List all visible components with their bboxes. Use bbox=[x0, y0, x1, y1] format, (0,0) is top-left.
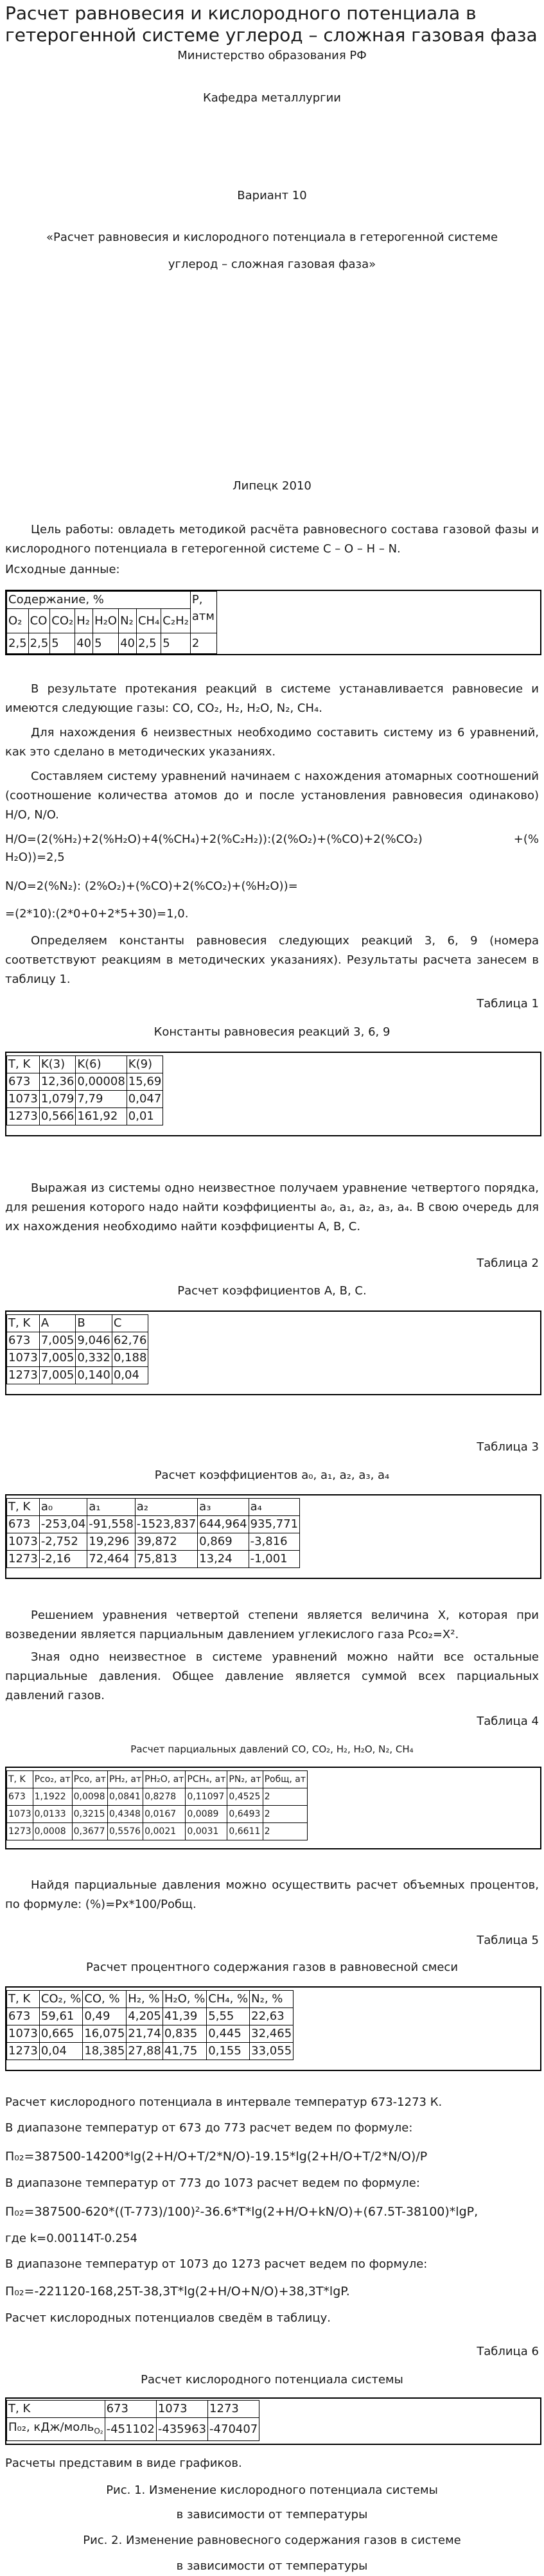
table-cell: PN₂, ат bbox=[227, 1771, 263, 1788]
table-cell: 1073 bbox=[7, 1806, 33, 1823]
table-cell: C bbox=[112, 1315, 148, 1332]
table-cell: 0,188 bbox=[112, 1350, 148, 1367]
table-6-label: Таблица 6 bbox=[477, 2345, 539, 2358]
table-row bbox=[7, 1108, 163, 1125]
table-5-caption: Расчет процентного содержания газов в равновесной смеси bbox=[85, 1961, 459, 1974]
formula-3: П₀₂=-221120-168,25T-38,3T*lg(2+H/O+N/O)+38,3T*lgP. bbox=[5, 2284, 350, 2298]
equation-text: H/O=(2(%H₂)+2(%H₂O)+4(%CH₄)+2(%C₂H₂)):(2(%O₂)+(%CO)+2(%CO₂) bbox=[5, 833, 423, 846]
paragraph: Выражая из системы одно неизвестное получаем уравнение четвертого порядка, для решения которого надо найти коэффициенты a₀, a₁, a₂, a₃, a₄. В свою очередь для их нахождения необходимо найти коэффициенты A, B, C. bbox=[5, 1181, 539, 1233]
department-line: Кафедра металлургии bbox=[202, 91, 341, 105]
table-cell: 2 bbox=[190, 633, 216, 654]
table-cell: -3,816 bbox=[249, 1533, 299, 1551]
formula-1: П₀₂=387500-14200*lg(2+H/O+T/2*N/O)-19.15*lg(2+H/O+T/2*N/O)/P bbox=[5, 2149, 428, 2164]
table-cell: N₂ bbox=[119, 609, 137, 633]
table-cell: -2,752 bbox=[39, 1533, 87, 1551]
table-cell: 75,813 bbox=[135, 1551, 197, 1568]
table bbox=[6, 1498, 300, 1568]
table-cell: CO₂, % bbox=[39, 1991, 83, 2008]
table-cell: 1073 bbox=[7, 1350, 40, 1367]
table-row bbox=[7, 1056, 163, 1073]
table-row bbox=[7, 1516, 300, 1533]
ministry-line: Министерство образования РФ bbox=[177, 49, 367, 62]
table-cell: 0,04 bbox=[112, 1367, 148, 1384]
table-row bbox=[7, 1073, 163, 1091]
table-cell: 16,075 bbox=[83, 2025, 127, 2043]
table-cell: 22,63 bbox=[250, 2008, 294, 2025]
table-row bbox=[7, 2043, 294, 2060]
table-cell: 1273 bbox=[7, 2043, 40, 2060]
table-cell: K(9) bbox=[127, 1056, 163, 1073]
table-row bbox=[7, 2025, 294, 2043]
table-row bbox=[7, 1991, 294, 2008]
table-cell: A bbox=[39, 1315, 76, 1332]
document-title: Расчет равновесия и кислородного потенциала в гетерогенной системе углерод – сложная газовая фаза bbox=[5, 3, 538, 46]
table-cell: H₂O, % bbox=[162, 1991, 206, 2008]
table-cell: 0,0098 bbox=[72, 1788, 107, 1806]
table-cell: 1273 bbox=[7, 1551, 40, 1568]
table-cell: 7,005 bbox=[39, 1367, 76, 1384]
table-cell: CO, % bbox=[83, 1991, 127, 2008]
table-cell: 1073 bbox=[156, 2401, 207, 2418]
table-2-caption: Расчет коэффициентов A, B, C. bbox=[177, 1284, 367, 1298]
table-cell: 0,0167 bbox=[143, 1806, 186, 1823]
table-cell: CH₄, % bbox=[207, 1991, 250, 2008]
table-cell: N₂, % bbox=[250, 1991, 294, 2008]
table-4-label: Таблица 4 bbox=[477, 1715, 539, 1728]
table-cell: 5 bbox=[93, 633, 119, 654]
table-cell: 1273 bbox=[7, 1367, 40, 1384]
table-row bbox=[7, 1367, 148, 1384]
table-cell: a₃ bbox=[198, 1499, 249, 1516]
equilibrium-constants-table bbox=[5, 1052, 541, 1136]
table-cell: -91,558 bbox=[87, 1516, 135, 1533]
table-cell: C₂H₂ bbox=[161, 609, 191, 633]
table-row bbox=[7, 609, 217, 633]
table-cell: -470407 bbox=[208, 2418, 259, 2441]
table-cell: -1,001 bbox=[249, 1551, 299, 1568]
table-cell: 27,88 bbox=[127, 2043, 163, 2060]
paragraph: Определяем константы равновесия следующих реакций 3, 6, 9 (номера соответствуют реакциям в методических указаниях). Результаты расчета занесем в таблицу 1. bbox=[5, 934, 539, 986]
table-3-caption: Расчет коэффициентов a₀, a₁, a₂, a₃, a₄ bbox=[154, 1469, 390, 1482]
table-cell: -1523,837 bbox=[135, 1516, 197, 1533]
table-cell: T, K bbox=[7, 1315, 40, 1332]
table-1-label: Таблица 1 bbox=[477, 997, 539, 1010]
table-cell: 673 bbox=[7, 2008, 40, 2025]
table-cell: Pco₂, ат bbox=[33, 1771, 72, 1788]
table-cell: 1073 bbox=[7, 1533, 40, 1551]
table-cell: 21,74 bbox=[127, 2025, 163, 2043]
table-cell: a₁ bbox=[87, 1499, 135, 1516]
table-cell: 0,4348 bbox=[107, 1806, 143, 1823]
equation-text: +(% bbox=[513, 833, 539, 846]
variant-line: Вариант 10 bbox=[237, 189, 307, 202]
table-cell: 40 bbox=[75, 633, 93, 654]
goal-paragraph: Цель работы: овладеть методикой расчёта равновесного состава газовой фазы и кислородного потенциала в гетерогенной системе С – О – Н – N. bbox=[5, 523, 539, 556]
table-4-caption: Расчет парциальных давлений CO, CO₂, H₂, H₂O, N₂, CH₄ bbox=[130, 1743, 414, 1755]
table-6-caption: Расчет кислородного потенциала системы bbox=[141, 2373, 403, 2386]
table-cell: Содержание, % bbox=[7, 592, 191, 609]
table-cell: 15,69 bbox=[127, 1073, 163, 1091]
table-cell: 0,445 bbox=[207, 2025, 250, 2043]
paragraph: В результате протекания реакций в системе устанавливается равновесие и имеются следующие газы: CO, CO₂, H₂, H₂O, N₂, CH₄. bbox=[5, 682, 539, 715]
table-cell: P, атм bbox=[190, 592, 216, 633]
table-cell: H₂, % bbox=[127, 1991, 163, 2008]
table-cell: 62,76 bbox=[112, 1332, 148, 1350]
table-cell: CO₂ bbox=[50, 609, 75, 633]
table-cell: 0,04 bbox=[39, 2043, 83, 2060]
topic-line-1: «Расчет равновесия и кислородного потенциала в гетерогенной системе bbox=[46, 231, 498, 244]
equation-no: N/O=2(%N₂): (2%O₂)+(%CO)+2(%CO₂)+(%H₂O))= bbox=[5, 879, 298, 893]
table-row bbox=[7, 2401, 259, 2418]
figure-2-caption-line-2: в зависимости от температуры bbox=[176, 2559, 368, 2573]
table-cell: T, K bbox=[7, 1771, 33, 1788]
table-cell: 0,49 bbox=[83, 2008, 127, 2025]
paragraph: В диапазоне температур от 1073 до 1273 расчет ведем по формуле: bbox=[5, 2257, 428, 2271]
table-cell: 0,11097 bbox=[186, 1788, 227, 1806]
table-cell: 0,0841 bbox=[107, 1788, 143, 1806]
table-cell: a₀ bbox=[39, 1499, 87, 1516]
figure-1-caption-line-2: в зависимости от температуры bbox=[176, 2508, 368, 2521]
table-cell: 32,465 bbox=[250, 2025, 294, 2043]
table-cell: T, K bbox=[7, 1499, 40, 1516]
table-1-caption: Константы равновесия реакций 3, 6, 9 bbox=[154, 1025, 390, 1039]
table-row bbox=[7, 1350, 148, 1367]
table-cell: 0,0089 bbox=[186, 1806, 227, 1823]
paragraph: Расчет кислородного потенциала в интервале температур 673-1273 К. bbox=[5, 2095, 443, 2109]
initial-data-table bbox=[5, 590, 541, 655]
table-cell: 1,1922 bbox=[33, 1788, 72, 1806]
row-label: П₀₂, кДж/моль bbox=[8, 2420, 94, 2434]
city-year: Липецк 2010 bbox=[233, 479, 311, 493]
table-cell: a₂ bbox=[135, 1499, 197, 1516]
table-cell: 161,92 bbox=[76, 1108, 127, 1125]
table-cell: 18,385 bbox=[83, 2043, 127, 2060]
table-cell: T, K bbox=[7, 2401, 105, 2418]
table-cell: 0,047 bbox=[127, 1091, 163, 1108]
table-cell: 1273 bbox=[208, 2401, 259, 2418]
table-cell: 40 bbox=[119, 633, 137, 654]
paragraph: Зная одно неизвестное в системе уравнений можно найти все остальные парциальные давления. Общее давление является суммой всех парциальных давлений газов. bbox=[5, 1650, 539, 1702]
table-cell: -2,16 bbox=[39, 1551, 87, 1568]
table bbox=[6, 2400, 259, 2441]
table-cell: 1273 bbox=[7, 1823, 33, 1840]
table-cell: 5 bbox=[161, 633, 191, 654]
table-row bbox=[7, 1823, 308, 1840]
table-cell: a₄ bbox=[249, 1499, 299, 1516]
table-row bbox=[7, 1551, 300, 1568]
table-cell: 673 bbox=[105, 2401, 156, 2418]
gas-content-table bbox=[5, 1986, 541, 2071]
table-cell: CH₄ bbox=[136, 609, 161, 633]
table-row bbox=[7, 1091, 163, 1108]
table-row bbox=[7, 1315, 148, 1332]
table-cell: 0,566 bbox=[39, 1108, 76, 1125]
table-cell: 0,0031 bbox=[186, 1823, 227, 1840]
table-cell: 13,24 bbox=[198, 1551, 249, 1568]
table-cell: 7,005 bbox=[39, 1350, 76, 1367]
table-cell: Pco, ат bbox=[72, 1771, 107, 1788]
table-cell bbox=[7, 2418, 105, 2441]
equation-ho bbox=[5, 830, 539, 849]
table-row bbox=[7, 2418, 259, 2441]
table bbox=[6, 1055, 163, 1125]
paragraph: В диапазоне температур от 673 до 773 расчет ведем по формуле: bbox=[5, 2121, 413, 2135]
table-row bbox=[7, 1788, 308, 1806]
table-cell: 5 bbox=[50, 633, 75, 654]
table-cell: 0,835 bbox=[162, 2025, 206, 2043]
table-cell: Pобщ, ат bbox=[263, 1771, 307, 1788]
table bbox=[6, 1990, 294, 2060]
table-cell: 0,6611 bbox=[227, 1823, 263, 1840]
table-cell: O₂ bbox=[7, 609, 29, 633]
table-row bbox=[7, 1771, 308, 1788]
table-cell: 39,872 bbox=[135, 1533, 197, 1551]
table-cell: PH₂O, ат bbox=[143, 1771, 186, 1788]
table-row bbox=[7, 592, 217, 609]
table-cell: 0,155 bbox=[207, 2043, 250, 2060]
figure-2-caption-line-1: Рис. 2. Изменение равновесного содержания газов в системе bbox=[83, 2534, 461, 2547]
table-cell: 0,01 bbox=[127, 1108, 163, 1125]
table-cell: 673 bbox=[7, 1516, 40, 1533]
table-cell: 673 bbox=[7, 1788, 33, 1806]
table-cell: H₂ bbox=[75, 609, 93, 633]
table-cell: 0,0021 bbox=[143, 1823, 186, 1840]
table-cell: -451102 bbox=[105, 2418, 156, 2441]
table-row bbox=[7, 1533, 300, 1551]
table-cell: 2 bbox=[263, 1806, 307, 1823]
table-cell: 41,39 bbox=[162, 2008, 206, 2025]
table-cell: 19,296 bbox=[87, 1533, 135, 1551]
table-cell: 0,332 bbox=[76, 1350, 112, 1367]
coefficients-a-table bbox=[5, 1494, 541, 1579]
topic-line-2: углерод – сложная газовая фаза» bbox=[168, 258, 376, 271]
table-cell: 1,079 bbox=[39, 1091, 76, 1108]
table-cell: 0,8278 bbox=[143, 1788, 186, 1806]
paragraph: Найдя парциальные давления можно осуществить расчет объемных процентов, по формуле: (%)=Px*100/Pобщ. bbox=[5, 1878, 539, 1911]
initial-data-label: Исходные данные: bbox=[5, 563, 120, 576]
table-row bbox=[7, 1806, 308, 1823]
partial-pressures-table bbox=[5, 1767, 541, 1849]
table-cell: 0,665 bbox=[39, 2025, 83, 2043]
table-cell: T, K bbox=[7, 1991, 40, 2008]
table-cell: 2 bbox=[263, 1823, 307, 1840]
table-cell: 12,36 bbox=[39, 1073, 76, 1091]
table-cell: 33,055 bbox=[250, 2043, 294, 2060]
table-cell: B bbox=[76, 1315, 112, 1332]
table-cell: 0,140 bbox=[76, 1367, 112, 1384]
table-cell: H₂O bbox=[93, 609, 119, 633]
coefficients-abc-table bbox=[5, 1310, 541, 1395]
paragraph: Для нахождения 6 неизвестных необходимо составить систему из 6 уравнений, как это сделано в методических указаниях. bbox=[5, 726, 539, 759]
table-cell: 4,205 bbox=[127, 2008, 163, 2025]
table-cell: 2,5 bbox=[28, 633, 50, 654]
table-cell: 673 bbox=[7, 1073, 40, 1091]
table-cell: 1073 bbox=[7, 2025, 40, 2043]
table-cell: 1073 bbox=[7, 1091, 40, 1108]
figure-1-caption-line-1: Рис. 1. Изменение кислородного потенциала системы bbox=[106, 2483, 438, 2497]
table-row bbox=[7, 2008, 294, 2025]
table-3-label: Таблица 3 bbox=[477, 1440, 539, 1454]
table-cell: K(3) bbox=[39, 1056, 76, 1073]
table-cell: 0,0008 bbox=[33, 1823, 72, 1840]
table-cell: 0,0133 bbox=[33, 1806, 72, 1823]
table-5-label: Таблица 5 bbox=[477, 1934, 539, 1947]
paragraph: Составляем систему уравнений начинаем с нахождения атомарных соотношений (соотношение количества атомов до и после установления равновесия одинаково) H/O, N/O. bbox=[5, 770, 539, 822]
table-cell: -435963 bbox=[156, 2418, 207, 2441]
table-cell: -253,04 bbox=[39, 1516, 87, 1533]
table-cell: 7,005 bbox=[39, 1332, 76, 1350]
paragraph: Решением уравнения четвертой степени является величина X, которая при возведении является парциальным давлением углекислого газа Pco₂=X². bbox=[5, 1609, 539, 1641]
table-cell: 0,4525 bbox=[227, 1788, 263, 1806]
table-cell: 2,5 bbox=[136, 633, 161, 654]
equation-no-result: =(2*10):(2*0+0+2*5+30)=1,0. bbox=[5, 907, 189, 921]
table-cell: 0,3677 bbox=[72, 1823, 107, 1840]
table-cell: PH₂, ат bbox=[107, 1771, 143, 1788]
table-cell: 1273 bbox=[7, 1108, 40, 1125]
table-cell: 0,3215 bbox=[72, 1806, 107, 1823]
equation-ho-tail: H₂O))=2,5 bbox=[5, 851, 65, 864]
table-cell: 673 bbox=[7, 1332, 40, 1350]
table-cell: 2,5 bbox=[7, 633, 29, 654]
table-2-label: Таблица 2 bbox=[477, 1257, 539, 1270]
paragraph: Расчеты представим в виде графиков. bbox=[5, 2457, 242, 2470]
table bbox=[6, 1770, 308, 1840]
table-cell: CO bbox=[28, 609, 50, 633]
table-row bbox=[7, 1499, 300, 1516]
table bbox=[6, 1314, 148, 1384]
paragraph: В диапазоне температур от 773 до 1073 расчет ведем по формуле: bbox=[5, 2176, 420, 2190]
table-cell: T, K bbox=[7, 1056, 40, 1073]
oxygen-potential-table bbox=[5, 2397, 541, 2445]
table-cell: 0,5576 bbox=[107, 1823, 143, 1840]
table-cell: 59,61 bbox=[39, 2008, 83, 2025]
table-cell: 7,79 bbox=[76, 1091, 127, 1108]
table-cell: 644,964 bbox=[198, 1516, 249, 1533]
table-row bbox=[7, 1332, 148, 1350]
table-cell: 72,464 bbox=[87, 1551, 135, 1568]
table-cell: PCH₄, ат bbox=[186, 1771, 227, 1788]
table-cell: K(6) bbox=[76, 1056, 127, 1073]
table-cell: 0,00008 bbox=[76, 1073, 127, 1091]
table-cell: 0,869 bbox=[198, 1533, 249, 1551]
paragraph: где k=0.00114T-0.254 bbox=[5, 2232, 138, 2245]
table-cell: 0,6493 bbox=[227, 1806, 263, 1823]
table-cell: 9,046 bbox=[76, 1332, 112, 1350]
paragraph: Расчет кислородных потенциалов сведём в таблицу. bbox=[5, 2311, 331, 2325]
formula-2: П₀₂=387500-620*((T-773)/100)²-36.6*T*lg(2+H/O+kN/O)+(67.5T-38100)*lgP, bbox=[5, 2205, 478, 2219]
table-cell: 935,771 bbox=[249, 1516, 299, 1533]
table-cell: 41,75 bbox=[162, 2043, 206, 2060]
row-label-sub: O₂ bbox=[94, 2426, 103, 2436]
table-row bbox=[7, 633, 217, 654]
table-cell: 2 bbox=[263, 1788, 307, 1806]
table-cell: 5,55 bbox=[207, 2008, 250, 2025]
